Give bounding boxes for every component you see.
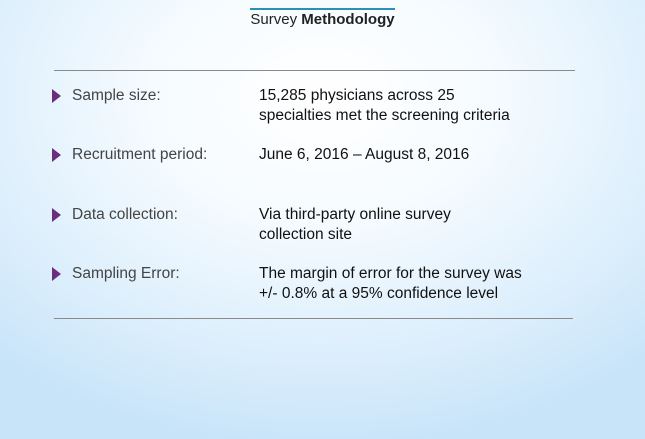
value-line: collection site	[259, 226, 353, 243]
page-title	[0, 8, 645, 28]
title-light-text: Survey	[250, 11, 298, 28]
triangle-bullet-icon	[52, 89, 61, 103]
value-line: June 6, 2016 – August 8, 2016	[259, 146, 470, 163]
row-label: Recruitment period:	[72, 146, 208, 163]
value-line: Via third-party online survey	[259, 206, 451, 223]
bottom-divider	[54, 318, 573, 319]
row-label: Sample size:	[72, 87, 161, 104]
value-line: 15,285 physicians across 25	[259, 87, 455, 104]
row-value	[259, 205, 589, 245]
triangle-bullet-icon	[52, 148, 61, 162]
row-value	[259, 145, 589, 165]
value-line: The margin of error for the survey was	[259, 265, 522, 282]
title-underline	[250, 8, 394, 28]
row-value	[259, 86, 589, 126]
triangle-bullet-icon	[52, 208, 61, 222]
triangle-bullet-icon	[52, 267, 61, 281]
row-value	[259, 264, 589, 304]
title-bold-text: Methodology	[301, 11, 395, 28]
value-line: specialties met the screening criteria	[259, 107, 510, 124]
value-line: +/- 0.8% at a 95% confidence level	[259, 285, 499, 302]
row-label: Data collection:	[72, 206, 178, 223]
top-divider	[54, 70, 575, 71]
row-label: Sampling Error:	[72, 265, 180, 282]
